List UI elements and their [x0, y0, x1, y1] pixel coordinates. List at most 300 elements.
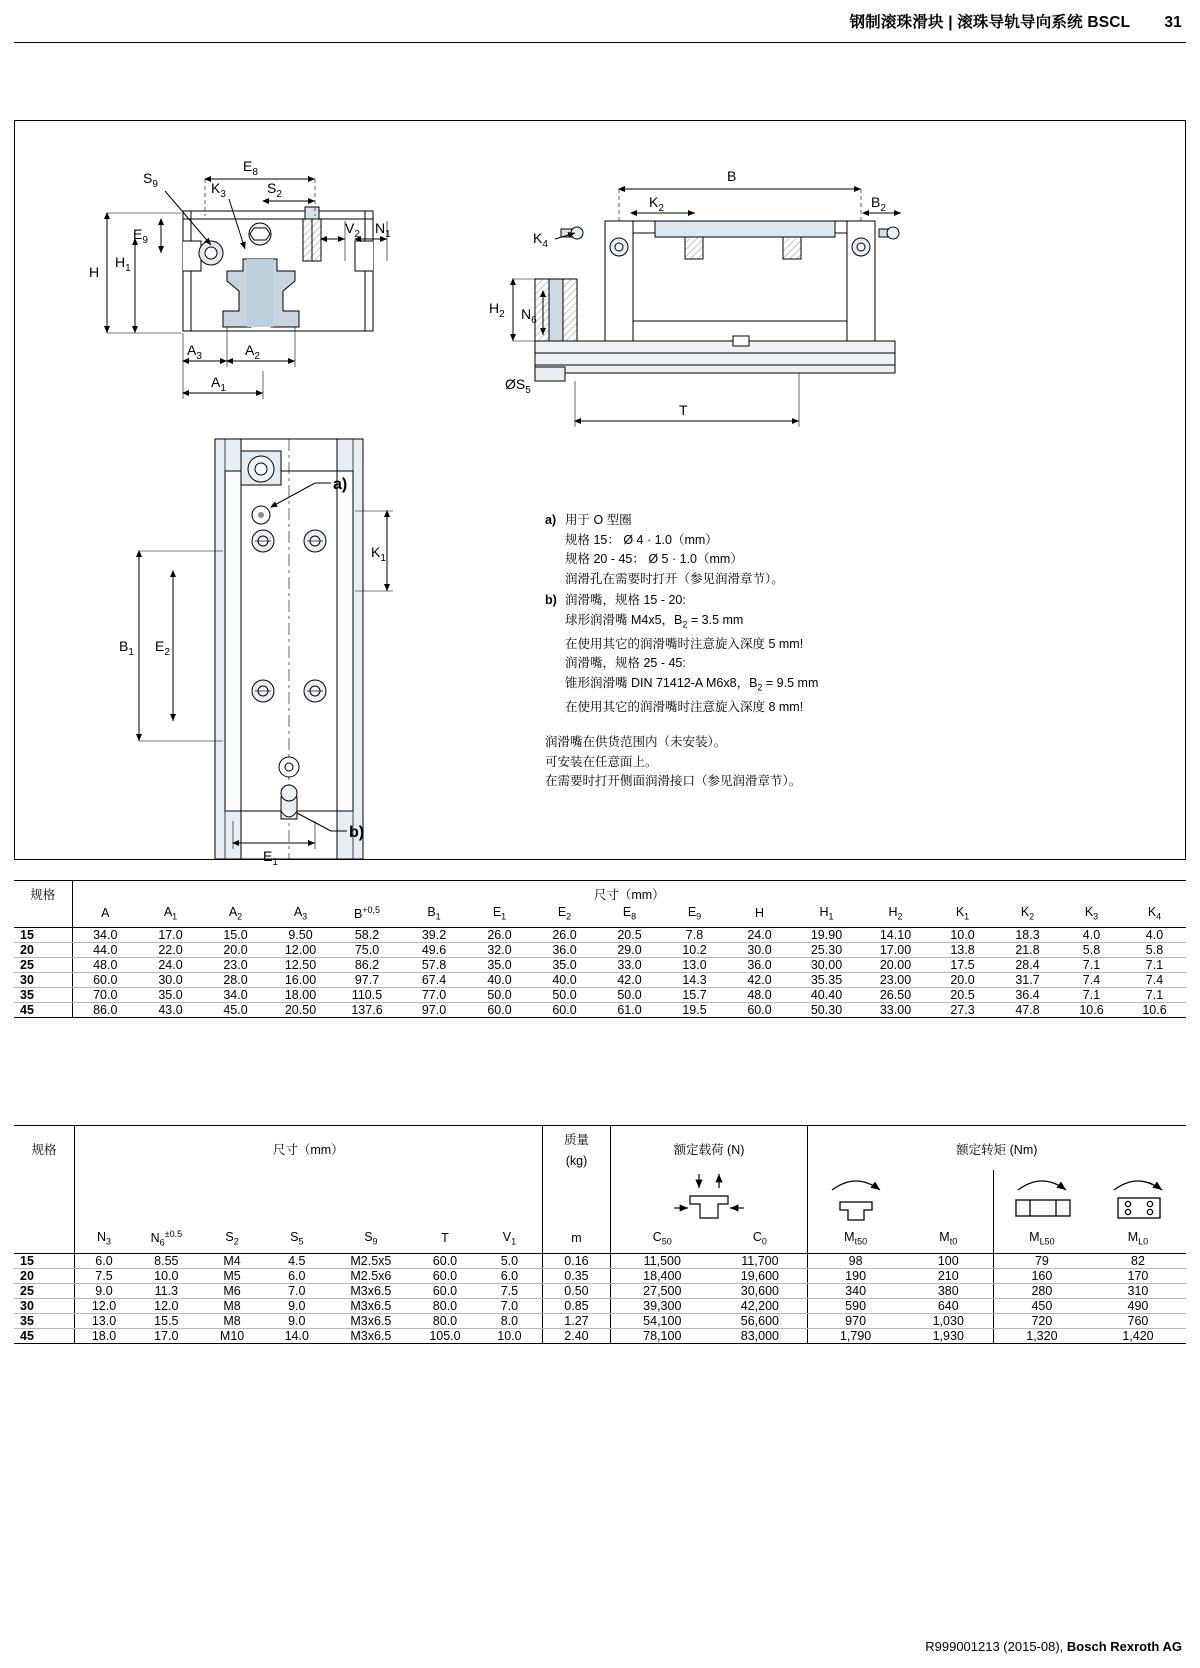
table-cell: 33.00 [861, 1002, 930, 1017]
table2-header-torque: 额定转矩 (Nm) [807, 1126, 1186, 1171]
svg-text:B: B [727, 168, 737, 184]
table-cell: 15.0 [203, 927, 268, 942]
table-cell: 97.7 [333, 972, 401, 987]
table1-group-header-row [14, 881, 1186, 906]
svg-text:E1: $E_1$ [263, 848, 278, 868]
table-cell: 20.00 [861, 957, 930, 972]
table-cell: 105.0 [413, 1328, 478, 1343]
table2-col-N3: $N_3$ [75, 1229, 133, 1253]
row-size-label: 35 [14, 987, 72, 1002]
table-cell: 45.0 [203, 1002, 268, 1017]
table-cell: 160 [993, 1268, 1090, 1283]
svg-text:K1: $K_1$ [371, 544, 386, 564]
table-cell: 28.0 [203, 972, 268, 987]
row-size-label: 25 [14, 1283, 75, 1298]
icon-torque-t0 [904, 1170, 994, 1229]
svg-text:a): a) [333, 476, 348, 493]
icon-cell-dims [75, 1170, 543, 1229]
table-cell: M5 [200, 1268, 265, 1283]
table-cell: 0.50 [542, 1283, 611, 1298]
note-b-line5: 锥形润滑嘴 DIN 71412-A M6x8，$B_2 = 9.5$ mm [565, 675, 819, 692]
note-tail2: 可安装在任意面上。 [545, 754, 658, 769]
table-cell: 7.1 [1060, 957, 1123, 972]
table2-col-Mt0: $M_{t0}$ [904, 1229, 994, 1253]
table-cell: 77.0 [401, 987, 467, 1002]
svg-text:K4: $K_4$ [533, 230, 548, 250]
table2-col-S2: $S_2$ [200, 1229, 265, 1253]
note-b-line4: 润滑嘴，规格 25 - 45: [565, 656, 686, 670]
table-cell: 83,000 [713, 1328, 807, 1343]
table-cell: 110.5 [333, 987, 401, 1002]
table-cell: 23.0 [203, 957, 268, 972]
table-cell: 9.0 [264, 1313, 329, 1328]
table-cell: 12.0 [75, 1298, 133, 1313]
table-cell: 54,100 [611, 1313, 713, 1328]
table1-col-A3: $A_3$ [268, 905, 333, 927]
note-b-line3: 在使用其它的润滑嘴时注意旋入深度 5 mm! [565, 636, 804, 651]
table-cell: 720 [993, 1313, 1090, 1328]
table-row [14, 1253, 1186, 1268]
table-cell: 12.0 [133, 1298, 200, 1313]
table-cell: 640 [904, 1298, 994, 1313]
table-cell: 10.2 [662, 942, 727, 957]
dimensions-table-2 [14, 1125, 1186, 1344]
svg-text:H1: $H_1$ [115, 254, 131, 274]
footer-doc-number: R999001213 (2015-08), [925, 1639, 1067, 1654]
table-cell: 7.4 [1123, 972, 1186, 987]
table-cell: 22.0 [138, 942, 203, 957]
table-cell: 7.5 [477, 1283, 542, 1298]
row-size-label: 35 [14, 1313, 75, 1328]
row-size-label: 45 [14, 1328, 75, 1343]
row-size-label: 15 [14, 1253, 75, 1268]
table-cell: 40.0 [532, 972, 597, 987]
table-cell: 17.00 [861, 942, 930, 957]
table-cell: 98 [807, 1253, 904, 1268]
header-divider [14, 42, 1186, 43]
table-cell: 1.27 [542, 1313, 611, 1328]
table-cell: 13.8 [930, 942, 995, 957]
table-cell: 190 [807, 1268, 904, 1283]
table-cell: 20.0 [203, 942, 268, 957]
table1-col-A: A [72, 905, 138, 927]
table-cell: 4.5 [264, 1253, 329, 1268]
table2-header-dims: 尺寸（mm） [75, 1126, 543, 1171]
table-cell: 33.0 [597, 957, 662, 972]
svg-text:N6: $N_6$ [521, 306, 537, 326]
table-row [14, 1002, 1186, 1017]
table2-col-C50: $C_{50}$ [611, 1229, 713, 1253]
table-cell: 760 [1090, 1313, 1186, 1328]
note-b-label: b) [545, 593, 557, 607]
table2-group-header-row [14, 1126, 1186, 1151]
table-cell: 970 [807, 1313, 904, 1328]
table-cell: 27,500 [611, 1283, 713, 1298]
table-cell: 1,930 [904, 1328, 994, 1343]
note-b-line6: 在使用其它的润滑嘴时注意旋入深度 8 mm! [565, 699, 804, 714]
page-footer [925, 1639, 1182, 1654]
table-cell: 75.0 [333, 942, 401, 957]
table-cell: M2.5x5 [329, 1253, 412, 1268]
table-cell: 27.3 [930, 1002, 995, 1017]
table2-col-m: m [542, 1229, 611, 1253]
svg-text:A1: $A_1$ [211, 374, 226, 394]
table-cell: 8.0 [477, 1313, 542, 1328]
note-a-label: a) [545, 513, 557, 527]
table1-header-size: 规格 [14, 881, 72, 906]
table-cell: 47.8 [995, 1002, 1060, 1017]
table-cell: 40.40 [792, 987, 861, 1002]
svg-text:b): b) [349, 824, 365, 841]
table-cell: 11,500 [611, 1253, 713, 1268]
table-row [14, 942, 1186, 957]
table-cell: 40.0 [467, 972, 532, 987]
icon-torque-t50 [807, 1170, 904, 1229]
table-cell: 9.0 [75, 1283, 133, 1298]
table-cell: 49.6 [401, 942, 467, 957]
table-cell: 36.4 [995, 987, 1060, 1002]
table-cell: 7.5 [75, 1268, 133, 1283]
table-cell: 48.0 [727, 987, 792, 1002]
table-cell: 60.0 [532, 1002, 597, 1017]
row-size-label: 45 [14, 1002, 72, 1017]
table-cell: 10.6 [1060, 1002, 1123, 1017]
table-cell: 36.0 [727, 957, 792, 972]
table-cell: 60.0 [413, 1268, 478, 1283]
table-cell: 50.0 [532, 987, 597, 1002]
table-cell: 24.0 [727, 927, 792, 942]
svg-text:B1: $B_1$ [119, 638, 134, 658]
table-cell: 5.8 [1060, 942, 1123, 957]
table-cell: 5.8 [1123, 942, 1186, 957]
table-cell: 12.50 [268, 957, 333, 972]
svg-text:V2: $V_2$ [345, 220, 360, 240]
table-cell: 50.0 [597, 987, 662, 1002]
table2-col-ML50: $M_{L50}$ [993, 1229, 1090, 1253]
row-size-label: 15 [14, 927, 72, 942]
table-cell: 44.0 [72, 942, 138, 957]
table2-col-Mt50: $M_{t50}$ [807, 1229, 904, 1253]
table-cell: M3x6.5 [329, 1313, 412, 1328]
table-cell: 30.0 [727, 942, 792, 957]
table-cell: 97.0 [401, 1002, 467, 1017]
table-cell: 7.1 [1123, 987, 1186, 1002]
table-cell: 60.0 [413, 1283, 478, 1298]
table-cell: 79 [993, 1253, 1090, 1268]
table-cell: 17.0 [138, 927, 203, 942]
table1-col-B1: $B_1$ [401, 905, 467, 927]
table1-col-H: H [727, 905, 792, 927]
table2-header-load: 额定载荷 (N) [611, 1126, 807, 1171]
table-cell: 14.3 [662, 972, 727, 987]
table2-col-ML0: $M_{L0}$ [1090, 1229, 1186, 1253]
svg-text:N1: $N_1$ [375, 220, 391, 240]
table-row [14, 927, 1186, 942]
table-cell: 10.0 [930, 927, 995, 942]
table-cell: 35.0 [138, 987, 203, 1002]
table2-header-mass: 质量 [542, 1126, 611, 1151]
table-cell: 39,300 [611, 1298, 713, 1313]
table-cell: 380 [904, 1283, 994, 1298]
table-cell: 23.00 [861, 972, 930, 987]
svg-text:B2: $B_2$ [871, 194, 886, 214]
note-a-line4: 润滑孔在需要时打开（参见润滑章节）。 [565, 571, 784, 586]
dimensions-table-1 [14, 880, 1186, 1018]
table-cell: 30.00 [792, 957, 861, 972]
table-cell: 60.0 [467, 1002, 532, 1017]
table-cell: 4.0 [1123, 927, 1186, 942]
table-row [14, 1283, 1186, 1298]
note-a-line3: 规格 20 - 45： Ø 5 · 1.0（mm） [565, 552, 743, 566]
table-cell: 10.6 [1123, 1002, 1186, 1017]
table1-col-K2: $K_2$ [995, 905, 1060, 927]
row-size-label: 30 [14, 1298, 75, 1313]
table-cell: 34.0 [72, 927, 138, 942]
table-cell: 6.0 [477, 1268, 542, 1283]
note-a-line1: 用于 O 型圈 [565, 513, 632, 527]
table1-col-H1: $H_1$ [792, 905, 861, 927]
table-cell: 42.0 [727, 972, 792, 987]
svg-text:ØS5: $ØS_5$ [505, 376, 531, 396]
table-cell: 7.1 [1123, 957, 1186, 972]
figure-panel [14, 120, 1186, 868]
note-tail1: 润滑嘴在供货范围内（未安装）。 [545, 735, 727, 749]
table-cell: 35.0 [532, 957, 597, 972]
table-cell: 50.30 [792, 1002, 861, 1017]
table-cell: 26.0 [532, 927, 597, 942]
svg-text:K3: $K_3$ [211, 180, 226, 200]
table-cell: 8.55 [133, 1253, 200, 1268]
table-cell: 11,700 [713, 1253, 807, 1268]
table-cell: 18.3 [995, 927, 1060, 942]
svg-text:E9: $E_9$ [133, 226, 148, 246]
table-cell: 17.5 [930, 957, 995, 972]
table-cell: M3x6.5 [329, 1328, 412, 1343]
table1-col-H2: $H_2$ [861, 905, 930, 927]
table-cell: 60.0 [72, 972, 138, 987]
row-size-label: 20 [14, 942, 72, 957]
table-cell: 340 [807, 1283, 904, 1298]
table-cell: M3x6.5 [329, 1283, 412, 1298]
table-cell: 67.4 [401, 972, 467, 987]
table-cell: 86.2 [333, 957, 401, 972]
table-cell: 9.50 [268, 927, 333, 942]
svg-text:K2: $K_2$ [649, 194, 664, 214]
table2-header-mass-unit: (kg) [542, 1150, 611, 1170]
table-cell: 13.0 [75, 1313, 133, 1328]
table-cell: 1,790 [807, 1328, 904, 1343]
table2-col-V1: $V_1$ [477, 1229, 542, 1253]
table-row [14, 1298, 1186, 1313]
note-b-line1: 润滑嘴，规格 15 - 20: [565, 593, 686, 607]
table-cell: M4 [200, 1253, 265, 1268]
table-cell: 19.5 [662, 1002, 727, 1017]
table-cell: 31.7 [995, 972, 1060, 987]
table-cell: 42.0 [597, 972, 662, 987]
table-cell: 490 [1090, 1298, 1186, 1313]
page-number: 31 [1164, 14, 1182, 31]
table-cell: 29.0 [597, 942, 662, 957]
table-cell: 5.0 [477, 1253, 542, 1268]
table-cell: 18.00 [268, 987, 333, 1002]
load-direction-icon [644, 1170, 774, 1226]
table1-col-E2: $E_2$ [532, 905, 597, 927]
table-cell: 6.0 [75, 1253, 133, 1268]
table-cell: 2.40 [542, 1328, 611, 1343]
svg-text:H: H [89, 264, 100, 280]
svg-text:H2: $H_2$ [489, 300, 505, 320]
table-cell: 6.0 [264, 1268, 329, 1283]
table-cell: 15.5 [133, 1313, 200, 1328]
table-row [14, 1328, 1186, 1343]
table-cell: 86.0 [72, 1002, 138, 1017]
table-cell: 48.0 [72, 957, 138, 972]
table-cell: 34.0 [203, 987, 268, 1002]
table-cell: 590 [807, 1298, 904, 1313]
table-cell: 39.2 [401, 927, 467, 942]
table-cell: 61.0 [597, 1002, 662, 1017]
table-cell: 280 [993, 1283, 1090, 1298]
figure-notes [545, 511, 945, 792]
icon-torque-L50 [993, 1170, 1090, 1229]
table-cell: M8 [200, 1298, 265, 1313]
table-cell: 0.16 [542, 1253, 611, 1268]
table-cell: 30,600 [713, 1283, 807, 1298]
table-cell: 19.90 [792, 927, 861, 942]
table-cell: 15.7 [662, 987, 727, 1002]
table-cell: 11.3 [133, 1283, 200, 1298]
table-cell: 57.8 [401, 957, 467, 972]
svg-text:A3: $A_3$ [187, 342, 202, 362]
table-cell: 21.8 [995, 942, 1060, 957]
table1-col-E1: $E_1$ [467, 905, 532, 927]
table2-icon-row [14, 1170, 1186, 1229]
table1-blank-corner [14, 905, 72, 927]
table2-header-size: 规格 [14, 1126, 75, 1171]
table-cell: 56,600 [713, 1313, 807, 1328]
table-cell: 82 [1090, 1253, 1186, 1268]
table1-col-A2: $A_2$ [203, 905, 268, 927]
note-tail3: 在需要时打开侧面润滑接口（参见润滑章节）。 [545, 774, 802, 788]
icon-torque-L0 [1090, 1170, 1186, 1229]
row-size-label: 20 [14, 1268, 75, 1283]
note-a-line2: 规格 15： Ø 4 · 1.0（mm） [565, 532, 718, 547]
svg-text:S9: $S_9$ [143, 170, 158, 190]
table-cell: 18.0 [75, 1328, 133, 1343]
table-cell: 20.50 [268, 1002, 333, 1017]
table-row [14, 957, 1186, 972]
icon-cell-blank [14, 1170, 75, 1229]
table-cell: 60.0 [413, 1253, 478, 1268]
table-cell: 7.0 [477, 1298, 542, 1313]
table1-header-dims: 尺寸（mm） [72, 881, 1186, 906]
table-cell: 7.1 [1060, 987, 1123, 1002]
table-cell: 13.0 [662, 957, 727, 972]
table-cell: 43.0 [138, 1002, 203, 1017]
table-cell: 310 [1090, 1283, 1186, 1298]
table-cell: 0.85 [542, 1298, 611, 1313]
table-cell: 1,420 [1090, 1328, 1186, 1343]
table-cell: 20.0 [930, 972, 995, 987]
table-cell: 14.0 [264, 1328, 329, 1343]
table-cell: 7.8 [662, 927, 727, 942]
table-cell: 450 [993, 1298, 1090, 1313]
table-cell: 210 [904, 1268, 994, 1283]
table-cell: 1,320 [993, 1328, 1090, 1343]
table1-col-K1: $K_1$ [930, 905, 995, 927]
table1-col-B: $B^{+0,5}$ [333, 905, 401, 927]
table-cell: 19,600 [713, 1268, 807, 1283]
table-cell: M6 [200, 1283, 265, 1298]
table2-col-T: T [413, 1229, 478, 1253]
table-cell: 28.4 [995, 957, 1060, 972]
table-cell: 70.0 [72, 987, 138, 1002]
table-cell: 7.0 [264, 1283, 329, 1298]
table2-col-S9: $S_9$ [329, 1229, 412, 1253]
table-cell: M10 [200, 1328, 265, 1343]
table-cell: 30.0 [138, 972, 203, 987]
icon-load-diagram [611, 1170, 807, 1229]
table1-col-K4: $K_4$ [1123, 905, 1186, 927]
row-size-label: 30 [14, 972, 72, 987]
svg-text:E2: $E_2$ [155, 638, 170, 658]
torque-l-top-icon [1092, 1170, 1184, 1226]
row-size-label: 25 [14, 957, 72, 972]
table-cell: 18,400 [611, 1268, 713, 1283]
table-cell: 24.0 [138, 957, 203, 972]
table-row [14, 972, 1186, 987]
table-cell: 100 [904, 1253, 994, 1268]
torque-l-side-icon [996, 1170, 1088, 1226]
table-cell: 137.6 [333, 1002, 401, 1017]
table-cell: 60.0 [727, 1002, 792, 1017]
table2-column-header-row [14, 1229, 1186, 1253]
table2-blank-corner [14, 1229, 75, 1253]
table-cell: 9.0 [264, 1298, 329, 1313]
table-cell: 80.0 [413, 1313, 478, 1328]
table-cell: M3x6.5 [329, 1298, 412, 1313]
table-cell: 170 [1090, 1268, 1186, 1283]
icon-cell-mass [542, 1170, 611, 1229]
table-cell: 80.0 [413, 1298, 478, 1313]
table-cell: 16.00 [268, 972, 333, 987]
table2-col-S5: $S_5$ [264, 1229, 329, 1253]
table-cell: 0.35 [542, 1268, 611, 1283]
table-cell: 32.0 [467, 942, 532, 957]
table-cell: 42,200 [713, 1298, 807, 1313]
table-cell: 35.35 [792, 972, 861, 987]
table-cell: 26.50 [861, 987, 930, 1002]
table1-col-E9: $E_9$ [662, 905, 727, 927]
table-row [14, 1268, 1186, 1283]
table-cell: M2.5x6 [329, 1268, 412, 1283]
table-cell: 50.0 [467, 987, 532, 1002]
svg-text:S2: $S_2$ [267, 180, 282, 200]
table-row [14, 1313, 1186, 1328]
table1-column-header-row [14, 905, 1186, 927]
table-cell: 4.0 [1060, 927, 1123, 942]
note-b-line2: 球形润滑嘴 M4x5，$B_2 = 3.5$ mm [565, 612, 744, 629]
table-cell: 10.0 [133, 1268, 200, 1283]
table-cell: 20.5 [597, 927, 662, 942]
table-cell: 7.4 [1060, 972, 1123, 987]
table2-col-C0: $C_0$ [713, 1229, 807, 1253]
table1-col-K3: $K_3$ [1060, 905, 1123, 927]
torque-t-icon [810, 1170, 902, 1226]
table-cell: M8 [200, 1313, 265, 1328]
table-cell: 35.0 [467, 957, 532, 972]
svg-text:E8: $E_8$ [243, 158, 258, 178]
